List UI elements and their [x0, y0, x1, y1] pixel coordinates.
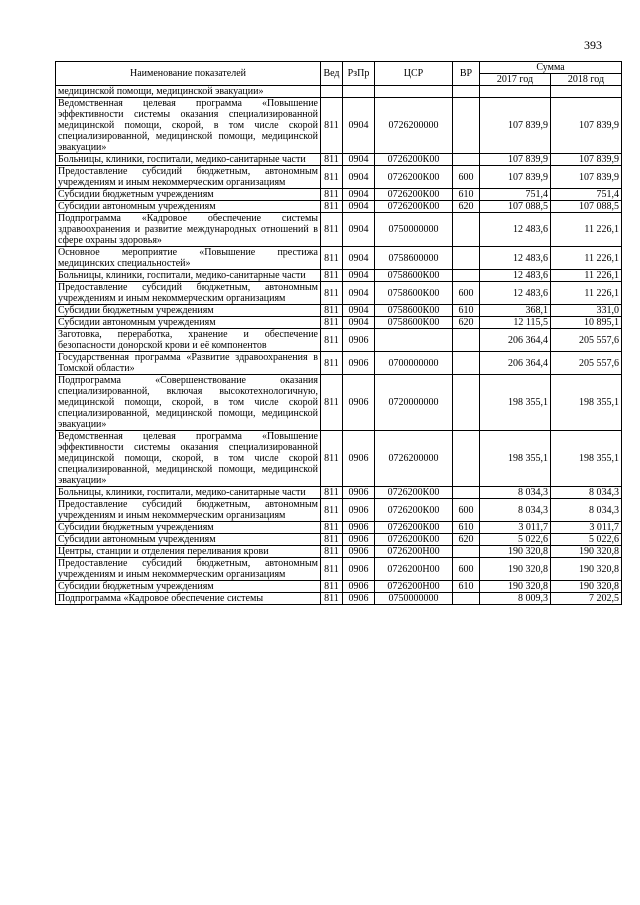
- cell-rzpr: 0904: [343, 189, 375, 201]
- header-2017: 2017 год: [480, 74, 551, 86]
- table-row: [56, 593, 622, 605]
- header-2018: 2018 год: [551, 74, 622, 86]
- cell-sum-2017: 5 022,6: [480, 534, 551, 546]
- header-csr: ЦСР: [375, 62, 453, 86]
- cell-ved: 811: [321, 581, 343, 593]
- table-row: [56, 98, 622, 154]
- cell-csr: 0726200К00: [375, 189, 453, 201]
- cell-vr: [453, 546, 480, 558]
- page-number: 393: [584, 38, 602, 52]
- cell-sum-2018: 5 022,6: [551, 534, 622, 546]
- cell-ved: 811: [321, 213, 343, 247]
- cell-sum-2017: 8 034,3: [480, 499, 551, 522]
- cell-rzpr: 0906: [343, 593, 375, 605]
- cell-sum-2017: 107 088,5: [480, 201, 551, 213]
- cell-sum-2018: 331,0: [551, 305, 622, 317]
- cell-vr: [453, 86, 480, 98]
- cell-rzpr: 0904: [343, 247, 375, 270]
- cell-vr: 620: [453, 534, 480, 546]
- cell-name: Больницы, клиники, госпитали, медико-санитарные части: [56, 487, 321, 499]
- cell-vr: 610: [453, 522, 480, 534]
- cell-rzpr: 0904: [343, 270, 375, 282]
- cell-name: Подпрограмма «Кадровое обеспечение системы: [56, 593, 321, 605]
- cell-rzpr: 0904: [343, 305, 375, 317]
- cell-csr: 0750000000: [375, 593, 453, 605]
- cell-vr: 620: [453, 201, 480, 213]
- cell-csr: 0726200К00: [375, 522, 453, 534]
- cell-rzpr: 0906: [343, 352, 375, 375]
- cell-sum-2017: 190 320,8: [480, 558, 551, 581]
- cell-ved: 811: [321, 98, 343, 154]
- cell-vr: [453, 352, 480, 375]
- cell-name: Предоставление субсидий бюджетным, автономным учреждениям и иным некоммерческим организациям: [56, 282, 321, 305]
- cell-rzpr: [343, 86, 375, 98]
- cell-csr: 0726200К00: [375, 154, 453, 166]
- cell-sum-2017: 198 355,1: [480, 431, 551, 487]
- cell-sum-2018: 107 839,9: [551, 166, 622, 189]
- cell-csr: [375, 329, 453, 352]
- cell-sum-2018: 751,4: [551, 189, 622, 201]
- cell-sum-2017: 206 364,4: [480, 329, 551, 352]
- cell-rzpr: 0906: [343, 581, 375, 593]
- table-row: [56, 534, 622, 546]
- cell-ved: 811: [321, 154, 343, 166]
- cell-ved: 811: [321, 534, 343, 546]
- cell-name: Основное мероприятие «Повышение престижа медицинских специальностей»: [56, 247, 321, 270]
- cell-sum-2018: 107 839,9: [551, 98, 622, 154]
- cell-sum-2017: 12 483,6: [480, 213, 551, 247]
- cell-rzpr: 0904: [343, 282, 375, 305]
- cell-vr: [453, 247, 480, 270]
- table-row: [56, 305, 622, 317]
- cell-rzpr: 0904: [343, 166, 375, 189]
- cell-ved: 811: [321, 487, 343, 499]
- cell-ved: 811: [321, 166, 343, 189]
- table-row: [56, 487, 622, 499]
- cell-rzpr: 0906: [343, 487, 375, 499]
- cell-sum-2018: 190 320,8: [551, 546, 622, 558]
- cell-ved: 811: [321, 431, 343, 487]
- cell-vr: 600: [453, 282, 480, 305]
- table-row: [56, 546, 622, 558]
- table-row: [56, 431, 622, 487]
- cell-name: Субсидии бюджетным учреждениям: [56, 189, 321, 201]
- cell-sum-2018: 107 839,9: [551, 154, 622, 166]
- cell-vr: 610: [453, 581, 480, 593]
- cell-sum-2018: 198 355,1: [551, 431, 622, 487]
- table-row: [56, 86, 622, 98]
- cell-vr: 600: [453, 558, 480, 581]
- cell-vr: [453, 213, 480, 247]
- header-name: Наименование показателей: [56, 62, 321, 86]
- cell-name: Ведомственная целевая программа «Повышение эффективности системы оказания специализированной медицинской помощи, скорой, в том числе скорой специализированной, медицинской помощи, медицинской эвакуации»: [56, 98, 321, 154]
- cell-vr: [453, 98, 480, 154]
- cell-sum-2017: 206 364,4: [480, 352, 551, 375]
- cell-rzpr: 0906: [343, 534, 375, 546]
- cell-rzpr: 0904: [343, 98, 375, 154]
- cell-csr: 0726200Н00: [375, 546, 453, 558]
- table-row: [56, 213, 622, 247]
- cell-sum-2017: 107 839,9: [480, 154, 551, 166]
- header-sum: Сумма: [480, 62, 622, 74]
- cell-sum-2017: 107 839,9: [480, 166, 551, 189]
- table-row: [56, 154, 622, 166]
- table-row: [56, 375, 622, 431]
- cell-sum-2017: 12 483,6: [480, 282, 551, 305]
- cell-csr: [375, 86, 453, 98]
- table-row: [56, 558, 622, 581]
- cell-rzpr: 0906: [343, 522, 375, 534]
- cell-ved: 811: [321, 247, 343, 270]
- cell-rzpr: 0906: [343, 546, 375, 558]
- cell-name: Государственная программа «Развитие здравоохранения в Томской области»: [56, 352, 321, 375]
- cell-name: Предоставление субсидий бюджетным, автономным учреждениям и иным некоммерческим организациям: [56, 558, 321, 581]
- cell-rzpr: 0906: [343, 558, 375, 581]
- cell-csr: 0758600000: [375, 247, 453, 270]
- cell-sum-2018: 3 011,7: [551, 522, 622, 534]
- cell-ved: 811: [321, 352, 343, 375]
- cell-name: Подпрограмма «Кадровое обеспечение системы здравоохранения и развитие международных отношений в сфере охраны здоровья»: [56, 213, 321, 247]
- header-rzpr: РзПр: [343, 62, 375, 86]
- cell-csr: 0726200К00: [375, 499, 453, 522]
- cell-csr: 0726200К00: [375, 201, 453, 213]
- table-row: [56, 499, 622, 522]
- cell-sum-2018: 8 034,3: [551, 487, 622, 499]
- cell-sum-2018: [551, 86, 622, 98]
- cell-name: Больницы, клиники, госпитали, медико-санитарные части: [56, 270, 321, 282]
- cell-sum-2018: 11 226,1: [551, 270, 622, 282]
- cell-vr: [453, 375, 480, 431]
- table-row: [56, 317, 622, 329]
- cell-ved: 811: [321, 558, 343, 581]
- cell-sum-2017: 190 320,8: [480, 546, 551, 558]
- cell-name: Субсидии автономным учреждениям: [56, 201, 321, 213]
- cell-sum-2018: 11 226,1: [551, 213, 622, 247]
- cell-ved: 811: [321, 375, 343, 431]
- cell-sum-2017: 107 839,9: [480, 98, 551, 154]
- cell-name: медицинской помощи, медицинской эвакуации»: [56, 86, 321, 98]
- table-row: [56, 522, 622, 534]
- cell-csr: 0726200Н00: [375, 558, 453, 581]
- cell-sum-2017: 751,4: [480, 189, 551, 201]
- cell-rzpr: 0906: [343, 431, 375, 487]
- cell-name: Предоставление субсидий бюджетным, автономным учреждениям и иным некоммерческим организациям: [56, 499, 321, 522]
- cell-name: Заготовка, переработка, хранение и обеспечение безопасности донорской крови и её компонентов: [56, 329, 321, 352]
- cell-sum-2018: 205 557,6: [551, 329, 622, 352]
- cell-sum-2017: 12 115,5: [480, 317, 551, 329]
- cell-sum-2018: 205 557,6: [551, 352, 622, 375]
- cell-csr: 0750000000: [375, 213, 453, 247]
- cell-csr: 0700000000: [375, 352, 453, 375]
- cell-csr: 0720000000: [375, 375, 453, 431]
- table-row: [56, 189, 622, 201]
- cell-name: Субсидии бюджетным учреждениям: [56, 581, 321, 593]
- cell-sum-2017: 8 034,3: [480, 487, 551, 499]
- cell-sum-2018: 11 226,1: [551, 247, 622, 270]
- cell-ved: 811: [321, 499, 343, 522]
- header-ved: Вед: [321, 62, 343, 86]
- cell-name: Субсидии автономным учреждениям: [56, 317, 321, 329]
- cell-csr: 0726200К00: [375, 166, 453, 189]
- cell-name: Субсидии бюджетным учреждениям: [56, 522, 321, 534]
- cell-ved: 811: [321, 282, 343, 305]
- table-row: [56, 329, 622, 352]
- cell-csr: 0726200Н00: [375, 581, 453, 593]
- cell-name: Ведомственная целевая программа «Повышение эффективности системы оказания специализированной медицинской помощи, скорой, в том числе скорой специализированной, медицинской помощи, медицинской эвакуации»: [56, 431, 321, 487]
- table-row: [56, 270, 622, 282]
- cell-ved: 811: [321, 593, 343, 605]
- cell-sum-2017: 12 483,6: [480, 270, 551, 282]
- budget-table: [55, 61, 622, 605]
- cell-sum-2017: 198 355,1: [480, 375, 551, 431]
- cell-rzpr: 0906: [343, 375, 375, 431]
- cell-vr: [453, 593, 480, 605]
- cell-name: Субсидии бюджетным учреждениям: [56, 305, 321, 317]
- cell-vr: 610: [453, 189, 480, 201]
- cell-ved: [321, 86, 343, 98]
- table-row: [56, 282, 622, 305]
- cell-vr: 620: [453, 317, 480, 329]
- cell-ved: 811: [321, 270, 343, 282]
- cell-rzpr: 0906: [343, 329, 375, 352]
- cell-rzpr: 0904: [343, 201, 375, 213]
- table-row: [56, 201, 622, 213]
- cell-csr: 0758600К00: [375, 282, 453, 305]
- cell-vr: [453, 487, 480, 499]
- cell-sum-2018: 8 034,3: [551, 499, 622, 522]
- cell-sum-2018: 190 320,8: [551, 558, 622, 581]
- cell-csr: 0758600К00: [375, 317, 453, 329]
- cell-ved: 811: [321, 546, 343, 558]
- cell-vr: [453, 154, 480, 166]
- cell-name: Субсидии автономным учреждениям: [56, 534, 321, 546]
- cell-ved: 811: [321, 522, 343, 534]
- cell-csr: 0758600К00: [375, 270, 453, 282]
- cell-csr: 0726200000: [375, 431, 453, 487]
- cell-csr: 0726200К00: [375, 534, 453, 546]
- cell-rzpr: 0906: [343, 499, 375, 522]
- table-row: [56, 247, 622, 270]
- cell-name: Центры, станции и отделения переливания крови: [56, 546, 321, 558]
- cell-vr: 600: [453, 499, 480, 522]
- cell-vr: 600: [453, 166, 480, 189]
- cell-rzpr: 0904: [343, 317, 375, 329]
- cell-vr: [453, 329, 480, 352]
- cell-sum-2018: 7 202,5: [551, 593, 622, 605]
- cell-sum-2017: 190 320,8: [480, 581, 551, 593]
- cell-sum-2017: [480, 86, 551, 98]
- table-body: [56, 86, 622, 605]
- cell-sum-2017: 368,1: [480, 305, 551, 317]
- cell-sum-2018: 11 226,1: [551, 282, 622, 305]
- cell-sum-2018: 107 088,5: [551, 201, 622, 213]
- cell-vr: 610: [453, 305, 480, 317]
- cell-csr: 0758600К00: [375, 305, 453, 317]
- cell-rzpr: 0904: [343, 154, 375, 166]
- cell-rzpr: 0904: [343, 213, 375, 247]
- cell-sum-2017: 3 011,7: [480, 522, 551, 534]
- cell-sum-2018: 10 895,1: [551, 317, 622, 329]
- table-header: [56, 62, 622, 86]
- cell-vr: [453, 431, 480, 487]
- table-row: [56, 166, 622, 189]
- cell-csr: 0726200000: [375, 98, 453, 154]
- cell-sum-2018: 198 355,1: [551, 375, 622, 431]
- cell-ved: 811: [321, 201, 343, 213]
- cell-sum-2017: 12 483,6: [480, 247, 551, 270]
- cell-name: Больницы, клиники, госпитали, медико-санитарные части: [56, 154, 321, 166]
- cell-ved: 811: [321, 317, 343, 329]
- cell-name: Предоставление субсидий бюджетным, автономным учреждениям и иным некоммерческим организациям: [56, 166, 321, 189]
- cell-ved: 811: [321, 189, 343, 201]
- header-vr: ВР: [453, 62, 480, 86]
- cell-csr: 0726200К00: [375, 487, 453, 499]
- cell-ved: 811: [321, 305, 343, 317]
- cell-sum-2018: 190 320,8: [551, 581, 622, 593]
- cell-sum-2017: 8 009,3: [480, 593, 551, 605]
- cell-vr: [453, 270, 480, 282]
- cell-ved: 811: [321, 329, 343, 352]
- cell-name: Подпрограмма «Совершенствование оказания специализированной, включая высокотехнологичную, медицинской помощи, скорой, в том числе скорой специализированной, медицинской помощи, медицинской эвакуации»: [56, 375, 321, 431]
- table-row: [56, 581, 622, 593]
- table-row: [56, 352, 622, 375]
